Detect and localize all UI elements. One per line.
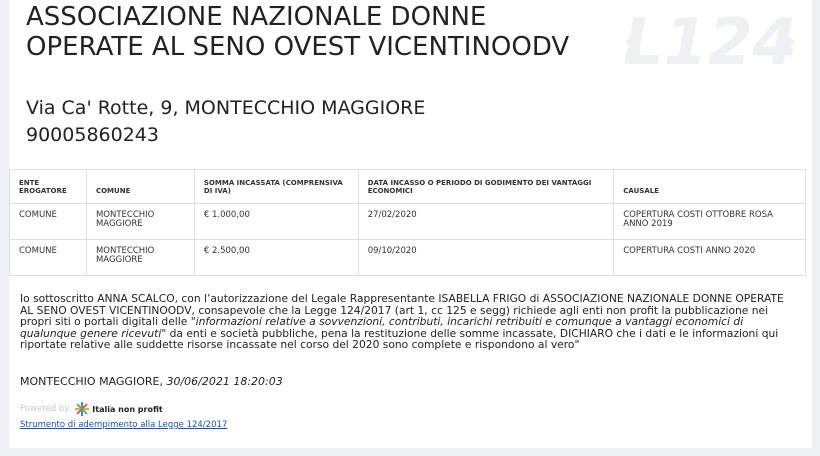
cell-reason: COPERTURA COSTI ANNO 2020 xyxy=(614,240,806,276)
cell-municipality: MONTECCHIO MAGGIORE xyxy=(86,204,194,240)
declaration-part2: " da enti e società pubbliche, pena la restituzione delle somme incassate, DICHIARO che i dati e le informazioni qui riportate relative alle suddette risorse incassate nel corso del 2020 sono complete e rispondono al vero" xyxy=(20,326,779,352)
table-header-row xyxy=(10,170,806,204)
table-row xyxy=(10,240,806,276)
cell-reason: COPERTURA COSTI OTTOBRE ROSA ANNO 2019 xyxy=(614,204,806,240)
table-row xyxy=(10,204,806,240)
header-entity: ENTE EROGATORE xyxy=(10,170,87,204)
signature-place: MONTECCHIO MAGGIORE, xyxy=(20,375,163,388)
italia-non-profit-link[interactable] xyxy=(75,402,162,416)
powered-by xyxy=(20,402,163,416)
organization-name: ASSOCIAZIONE NAZIONALE DONNE OPERATE AL SENO OVEST VICENTINOODV xyxy=(26,2,570,62)
header-municipality: COMUNE xyxy=(86,170,194,204)
signature-datetime: 30/06/2021 18:20:03 xyxy=(166,375,283,388)
cell-date: 09/10/2020 xyxy=(358,240,614,276)
l124-logo-icon xyxy=(621,0,799,68)
header-amount: SOMMA INCASSATA (COMPRENSIVA DI IVA) xyxy=(194,170,358,204)
grants-table xyxy=(9,169,806,276)
organization-address: Via Ca' Rotte, 9, MONTECCHIO MAGGIORE xyxy=(26,97,426,119)
italia-non-profit-brand: Italia non profit xyxy=(92,404,163,414)
cell-municipality: MONTECCHIO MAGGIORE xyxy=(86,240,194,276)
cell-date: 27/02/2020 xyxy=(358,204,614,240)
report-card xyxy=(9,0,812,448)
watermark-text: L124 xyxy=(622,6,798,68)
organization-tax-code: 90005860243 xyxy=(26,124,159,146)
declaration-text xyxy=(20,293,800,351)
header-date: DATA INCASSO O PERIODO DI GODIMENTO DEI VANTAGGI ECONOMICI xyxy=(358,170,614,204)
signature-place-date xyxy=(20,375,283,388)
cell-amount: € 2.500,00 xyxy=(194,240,358,276)
declaration-emphasis: informazioni relative a sovvenzioni, contributi, incarichi retribuiti e comunque a vantaggi economici di qualunque genere ricevuti xyxy=(20,315,744,340)
header-reason: CAUSALE xyxy=(614,170,806,204)
declaration-part1: Io sottoscritto ANNA SCALCO, con l’autorizzazione del Legale Rappresentante ISABELLA FRIGO di ASSOCIAZIONE NAZIONALE DONNE OPERATE AL SENO OVEST VICENTINOODV, consapevole che la Legge 124/2017 (art 1, cc 125 e segg) richiede agli enti non profit la pubblicazione nei propri siti o portali digitali delle " xyxy=(20,292,784,329)
powered-by-label: Powered by xyxy=(20,404,70,414)
italia-non-profit-logo-icon xyxy=(75,402,89,416)
cell-entity: COMUNE xyxy=(10,240,87,276)
compliance-tool-link[interactable]: Strumento di adempimento alla Legge 124/2017 xyxy=(20,420,228,430)
cell-amount: € 1.000,00 xyxy=(194,204,358,240)
cell-entity: COMUNE xyxy=(10,204,87,240)
